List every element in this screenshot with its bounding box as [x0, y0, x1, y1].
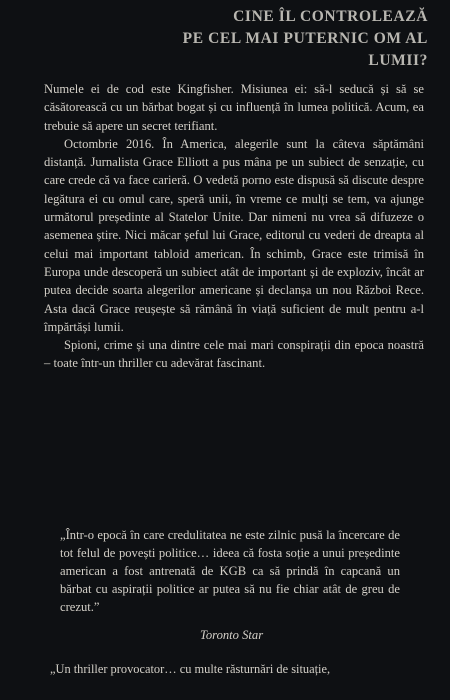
review-quote-source: Toronto Star	[200, 628, 264, 642]
headline	[128, 6, 428, 72]
review-quote-text: „Într-o epocă în care credulitatea ne este zilnic pusă la încercare de tot felul de povești politice… ideea că fosta soție a unui președinte american a fost antrenată de KGB ca să prindă în capcană un bărbat cu aspirații politice ar putea să nu fie chiar atât de greu de crezut.”	[60, 528, 400, 614]
review-quote	[60, 526, 400, 642]
headline-line-1: CINE ÎL CONTROLEAZĂ	[233, 8, 428, 25]
blurb	[44, 80, 424, 373]
headline-line-2: PE CEL MAI PUTERNIC OM AL LUMII?	[182, 30, 428, 69]
second-quote: „Un thriller provocator… cu multe răsturnări de situație,	[50, 662, 331, 676]
blurb-paragraph-1: Numele ei de cod este Kingfisher. Misiunea ei: să-l seducă și să se căsătorească cu un bărbat bogat și cu influență în lumea politică. Acum, ea trebuie să apere un secret terifiant.	[44, 82, 424, 133]
blurb-paragraph-3: Spioni, crime și una dintre cele mai mari conspirații din epoca noastră – toate într-un thriller cu adevărat fascinant.	[44, 338, 424, 371]
blurb-paragraph-2: Octombrie 2016. În America, alegerile sunt la câteva săptămâni distanță. Jurnalista Grace Elliott a pus mâna pe un subiect de senzație, cu care crede că va face carieră. O vedetă porno este dispusă să discute despre legătura ei cu omul care, speră unii, în vreme ce mulți se tem, va ajunge următorul președinte al Statelor Unite. Dar nimeni nu vrea să difuzeze o asemenea știre. Nici măcar șeful lui Grace, editorul cu vederi de dreapta al celui mai important tabloid american. În schimb, Grace este trimisă în Europa unde descoperă un subiect atât de important și de exploziv, încât ar putea decide soarta alegerilor americane și declanșa un nou Război Rece. Asta dacă Grace reușește să rămână în viață suficient de mult pentru a-l împărtăși lumii.	[44, 136, 424, 334]
